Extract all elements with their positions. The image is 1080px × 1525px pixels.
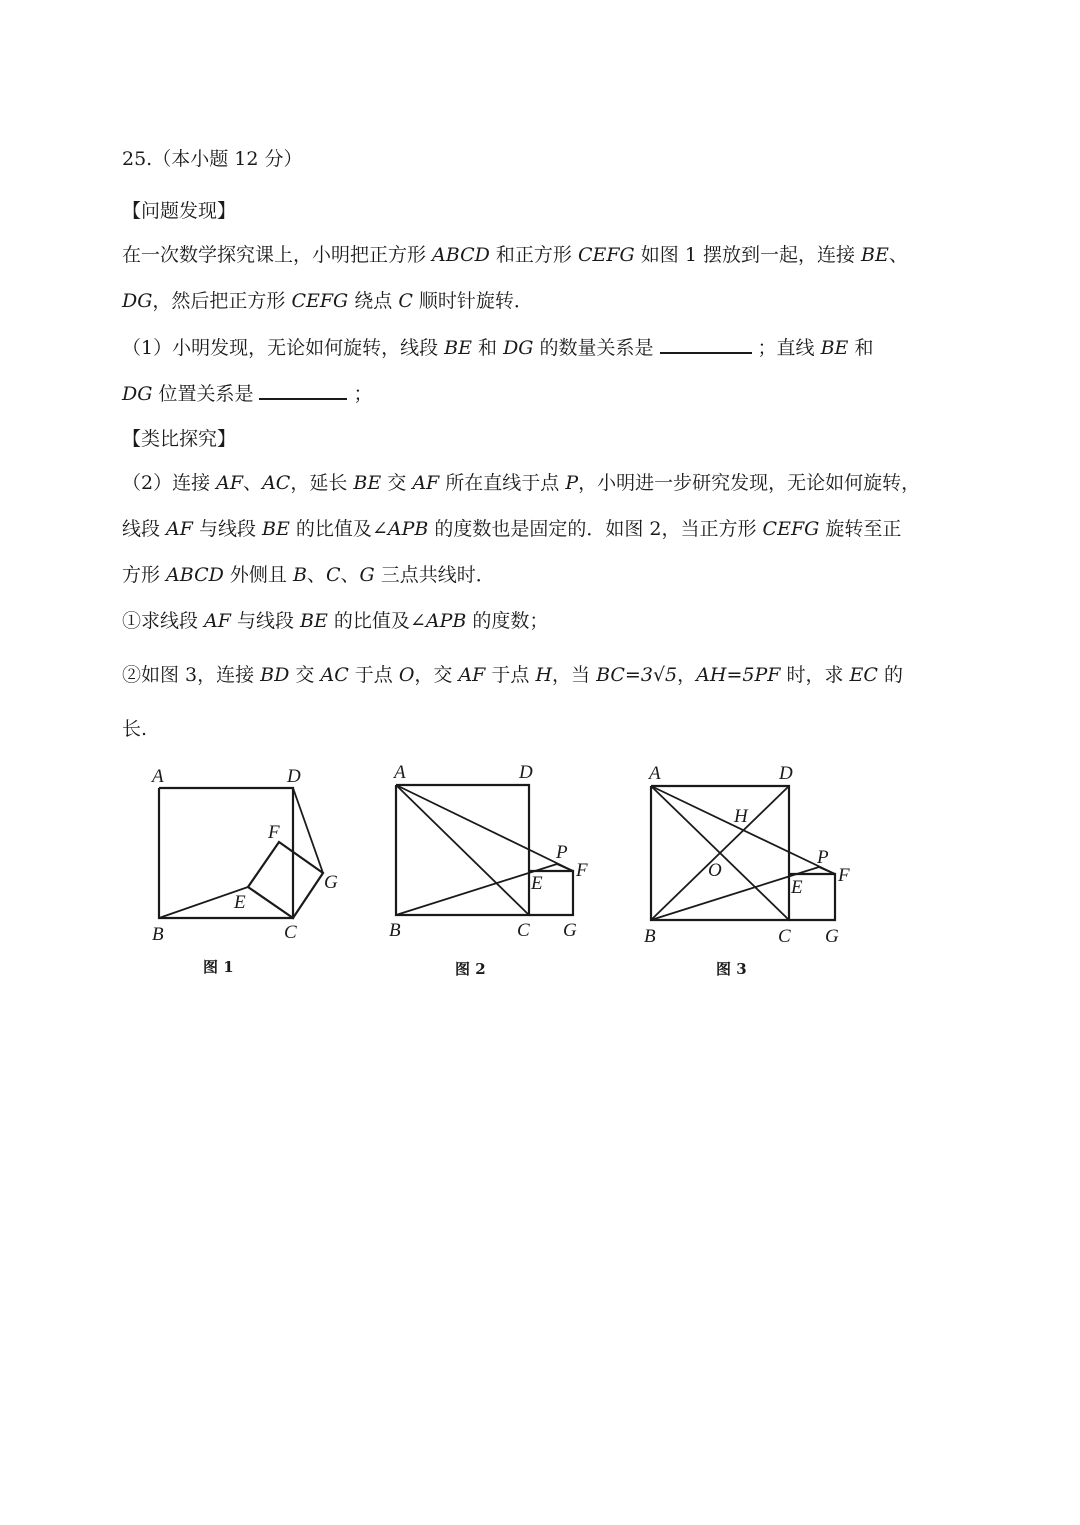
answer-blank-position[interactable]	[259, 380, 347, 400]
q2-line-1: （2）连接 AF、AC，延长 BE 交 AF 所在直线于点 P，小明进一步研究发现，无论如何旋转，	[122, 472, 921, 494]
segment-af	[651, 786, 835, 874]
label-a: A	[152, 766, 164, 787]
figure-3-caption: 图 3	[716, 960, 747, 978]
label-d: D	[287, 766, 301, 787]
label-b: B	[152, 924, 164, 945]
segment-dg	[293, 788, 323, 873]
label-a: A	[394, 762, 406, 783]
figure-1-diagram	[140, 760, 350, 950]
label-c: C	[284, 922, 297, 943]
label-b: B	[389, 920, 401, 941]
label-p: P	[556, 842, 568, 863]
label-f: F	[838, 865, 850, 886]
q1-line-2: DG 位置关系是 ；	[122, 380, 372, 407]
section-title-problem-discovery: 【问题发现】	[122, 200, 237, 222]
label-e: E	[531, 873, 543, 894]
sub-question-2-cont: 长.	[122, 718, 148, 740]
figure-1-caption: 图 1	[203, 958, 234, 976]
label-o: O	[708, 860, 722, 881]
q1-line-1: （1）小明发现，无论如何旋转，线段 BE 和 DG 的数量关系是 ；直线 BE 和	[122, 334, 873, 361]
label-c: C	[778, 926, 791, 947]
segment-af	[396, 785, 573, 871]
label-e: E	[791, 877, 803, 898]
label-b: B	[644, 926, 656, 947]
sub-question-1: ①求线段 AF 与线段 BE 的比值及∠APB 的度数；	[122, 610, 549, 632]
intro-line-1: 在一次数学探究课上，小明把正方形 ABCD 和正方形 CEFG 如图 1 摆放到一起，连接 BE、	[122, 244, 908, 266]
label-d: D	[519, 762, 533, 783]
figure-2-caption: 图 2	[455, 960, 486, 978]
label-f: F	[268, 822, 280, 843]
figure-2-diagram	[385, 755, 595, 950]
label-e: E	[234, 892, 246, 913]
label-g: G	[324, 872, 338, 893]
label-d: D	[779, 763, 793, 784]
intro-line-2: DG，然后把正方形 CEFG 绕点 C 顺时针旋转．	[122, 290, 533, 312]
label-c: C	[517, 920, 530, 941]
q2-line-3: 方形 ABCD 外侧且 B、C、G 三点共线时．	[122, 564, 495, 586]
label-p: P	[817, 847, 829, 868]
question-header: 25.（本小题 12 分）	[122, 148, 303, 170]
label-g: G	[563, 920, 577, 941]
q2-line-2: 线段 AF 与线段 BE 的比值及∠APB 的度数也是固定的．如图 2，当正方形 CEFG 旋转至正	[122, 518, 902, 540]
sub-question-2: ②如图 3，连接 BD 交 AC 于点 O，交 AF 于点 H，当 BC=3√5，AH=5PF 时，求 EC 的	[122, 664, 903, 686]
square-cefg-outline	[248, 842, 323, 918]
label-h: H	[734, 806, 748, 827]
label-a: A	[649, 763, 661, 784]
figure-3-diagram	[640, 755, 860, 950]
label-f: F	[576, 860, 588, 881]
segment-ac	[396, 785, 529, 915]
label-g: G	[825, 926, 839, 947]
square-abcd-outline	[159, 788, 293, 918]
answer-blank-quantity[interactable]	[660, 334, 752, 354]
section-title-analogy: 【类比探究】	[122, 428, 237, 450]
